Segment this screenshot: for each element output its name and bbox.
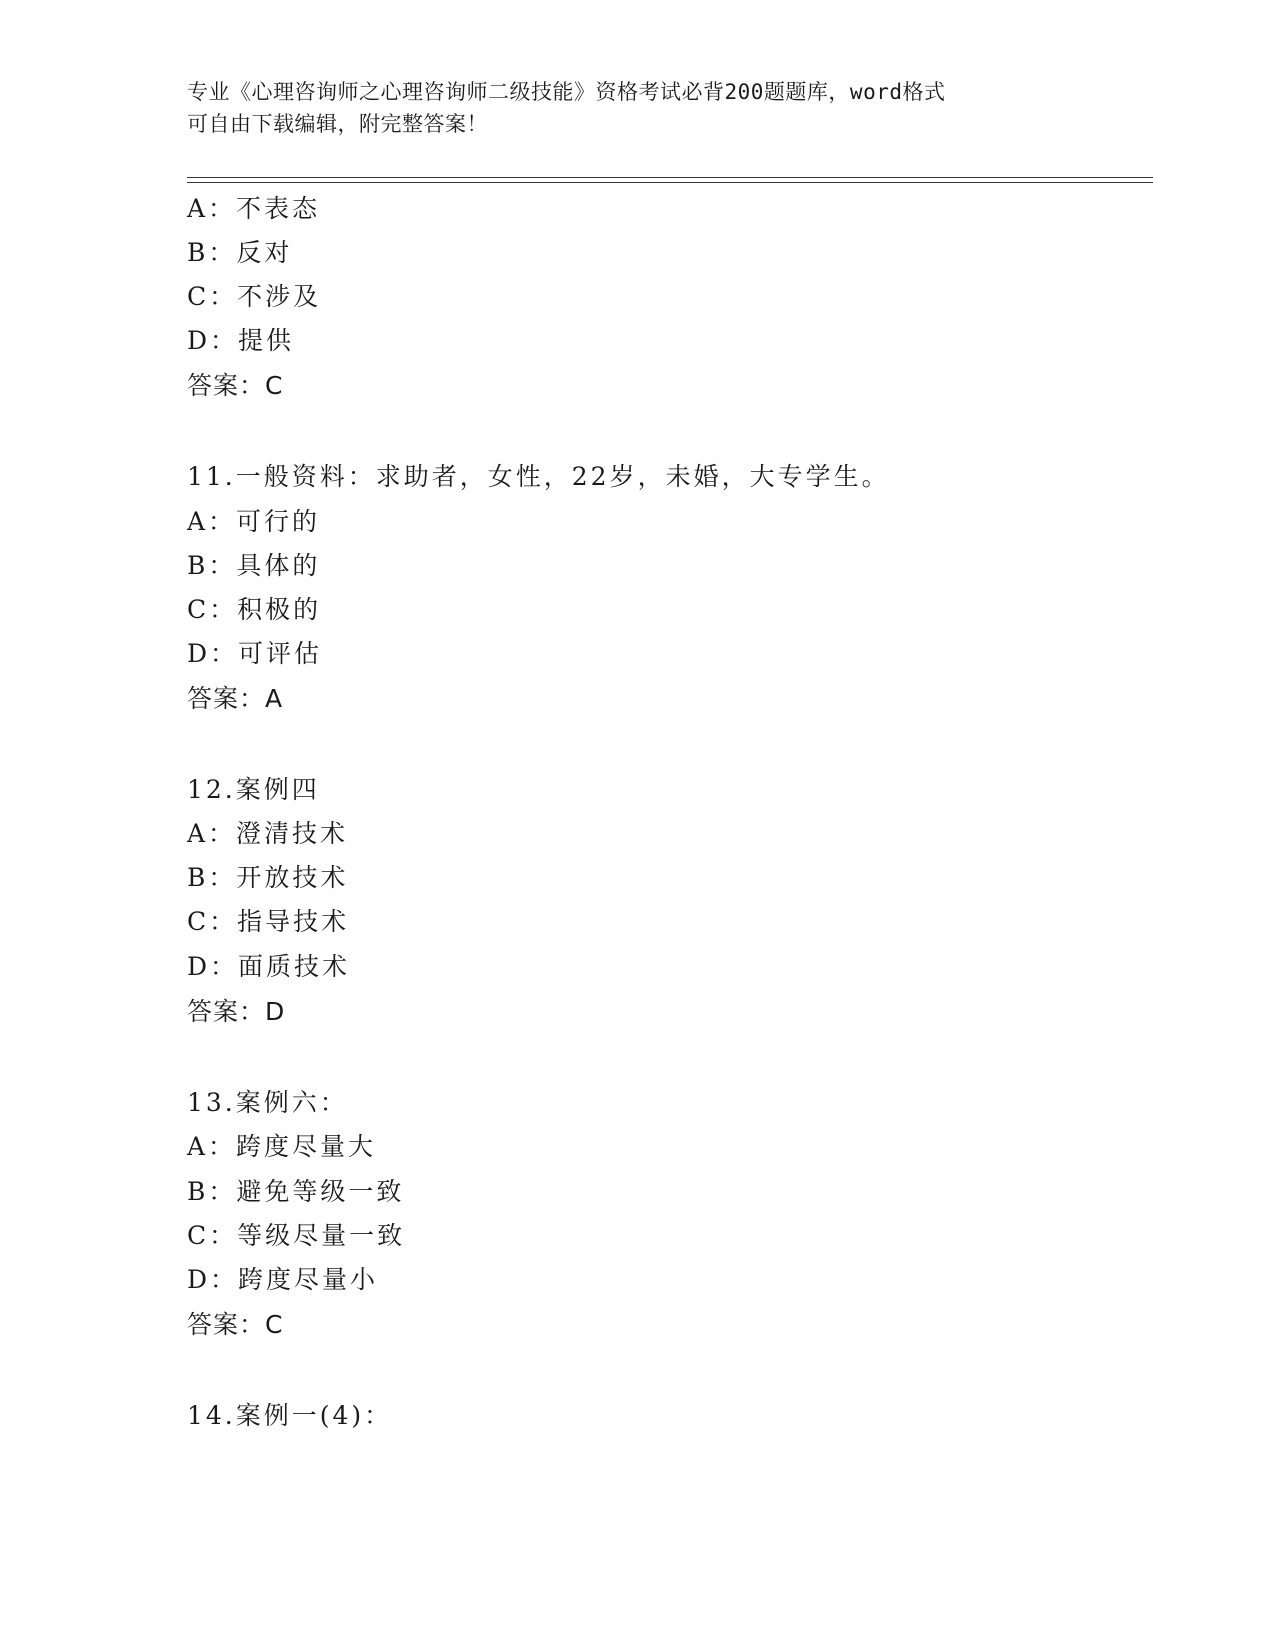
option-b: B：开放技术 [187, 863, 349, 892]
option-b: B：避免等级一致 [187, 1177, 405, 1206]
answer-line: 答案：D [187, 997, 286, 1026]
option-b: B：反对 [187, 238, 293, 267]
question-stem: 12.案例四 [187, 775, 320, 804]
option-a: A：跨度尽量大 [187, 1132, 377, 1161]
question-stem: 13.案例六： [187, 1088, 348, 1117]
question-stem: 11.一般资料：求助者，女性，22岁，未婚，大专学生。 [187, 462, 890, 491]
answer-line: 答案：A [187, 684, 284, 713]
header-title-line-2: 可自由下载编辑，附完整答案！ [187, 112, 488, 136]
answer-line: 答案：C [187, 371, 284, 400]
option-d: D：可评估 [187, 639, 323, 668]
option-c: C：等级尽量一致 [187, 1221, 406, 1250]
answer-line: 答案：C [187, 1310, 284, 1339]
option-c: C：不涉及 [187, 282, 322, 311]
header-divider-top [187, 177, 1153, 178]
option-a: A：不表态 [187, 194, 321, 223]
header-title-line-1: 专业《心理咨询师之心理咨询师二级技能》资格考试必背200题题库，word格式 [187, 80, 946, 104]
option-c: C：积极的 [187, 595, 322, 624]
option-a: A：澄清技术 [187, 819, 349, 848]
option-c: C：指导技术 [187, 907, 350, 936]
option-a: A：可行的 [187, 507, 321, 536]
option-d: D：跨度尽量小 [187, 1265, 379, 1294]
document-header [187, 76, 1087, 140]
option-d: D：面质技术 [187, 952, 351, 981]
header-divider-bottom [187, 182, 1153, 183]
option-d: D：提供 [187, 326, 295, 355]
question-stem: 14.案例一(4)： [187, 1401, 393, 1430]
option-b: B：具体的 [187, 551, 321, 580]
